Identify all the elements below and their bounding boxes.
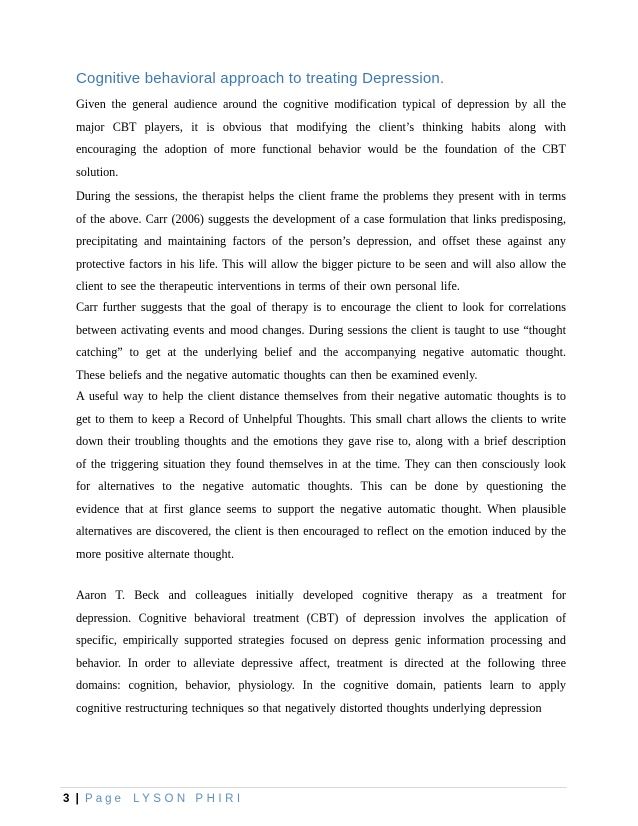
- text-line: behavior. In order to alleviate depressive affect, treatment is directed at the following three: [76, 655, 566, 670]
- text-line: depression. Cognitive behavioral treatment (CBT) of depression involves the application of: [76, 610, 566, 625]
- paragraph-sessions: [76, 185, 566, 298]
- page-label: Page: [85, 793, 124, 805]
- text-line: Carr further suggests that the goal of therapy is to encourage the client to look for correlations: [76, 300, 566, 314]
- paragraph-carr-goals: [76, 296, 566, 386]
- text-line: encouraging the adoption of more functional behavior would be the foundation of the CBT: [76, 142, 566, 156]
- text-line: precipitating and maintaining factors of the person’s depression, and offset these against any: [76, 234, 566, 248]
- text-line: between activating events and mood changes. During sessions the client is taught to use “thought: [76, 322, 566, 337]
- text-line: domains: cognition, behavior, physiology. In the cognitive domain, patients learn to apply: [76, 678, 566, 692]
- text-line: specific, empirically supported strategies focused on depress genic information processing and: [76, 633, 566, 647]
- text-line: cognitive restructuring techniques so that negatively distorted thoughts underlying depression: [76, 700, 542, 715]
- text-line: evidence that at first glance seems to support the negative automatic thought. When plausible: [76, 501, 566, 516]
- text-line: During the sessions, the therapist helps the client frame the problems they present with in terms: [76, 189, 566, 203]
- text-line: of the triggering situation they found themselves in at the time. They can then consciously look: [76, 456, 566, 471]
- text-line: solution.: [76, 164, 119, 179]
- text-line: more positive alternate thought.: [76, 546, 235, 561]
- text-line: catching” to get at the underlying belief and the accompanying negative automatic thought.: [76, 345, 566, 359]
- text-line: alternatives are discovered, the client is then encouraged to reflect on the emotion induced by the: [76, 524, 566, 538]
- text-line: A useful way to help the client distance themselves from their negative automatic thoughts is to: [76, 389, 566, 403]
- text-line: client to see the therapeutic interventions in terms of their own personal life.: [76, 279, 460, 293]
- author-name: LYSON PHIRI: [133, 793, 244, 805]
- text-line: get to them to keep a Record of Unhelpful Thoughts. This small chart allows the clients to write: [76, 411, 566, 426]
- text-line: protective factors in his life. This will allow the bigger picture to be seen and will also allow the: [76, 256, 566, 271]
- paragraph-unhelpful-thoughts: [76, 385, 566, 565]
- paragraph-cbt-players: [76, 93, 566, 183]
- text-line: Given the general audience around the cognitive modification typical of depression by all the: [76, 97, 566, 111]
- paragraph-beck: [76, 584, 566, 719]
- footer-separator: |: [75, 793, 79, 805]
- text-line: major CBT players, it is obvious that modifying the client’s thinking habits along with: [76, 119, 566, 134]
- page-footer: [63, 793, 244, 805]
- text-line: Aaron T. Beck and colleagues initially developed cognitive therapy as a treatment for: [76, 588, 566, 602]
- text-line: for alternatives to the negative automatic thoughts. This can be done by questioning the: [76, 479, 566, 493]
- section-heading: Cognitive behavioral approach to treating Depression.: [76, 70, 445, 87]
- text-line: These beliefs and the negative automatic thoughts can then be examined evenly.: [76, 367, 478, 382]
- text-line: of the above. Carr (2006) suggests the development of a case formulation that links predisposing,: [76, 211, 566, 226]
- page-number: 3: [63, 793, 70, 805]
- text-line: down their troubling thoughts and the emotions they gave rise to, along with a brief description: [76, 434, 566, 448]
- footer-divider: [60, 787, 567, 788]
